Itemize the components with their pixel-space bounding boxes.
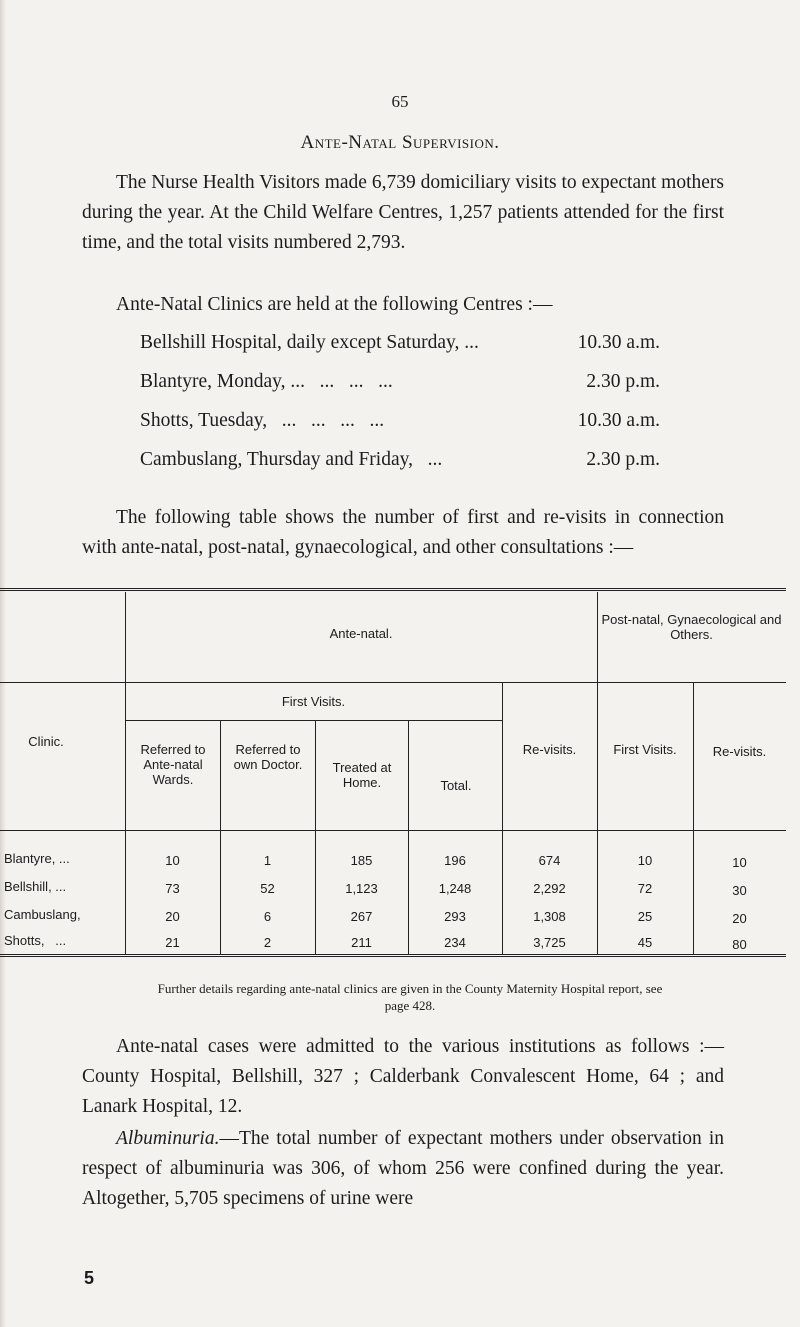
- col-header-first-visits: First Visits.: [281, 694, 346, 709]
- cell-revisits: 2,292: [533, 881, 566, 896]
- cell-revisits: 674: [538, 853, 561, 868]
- table-rule: [0, 830, 786, 831]
- clinic-place: Bellshill Hospital, daily except Saturday, ...: [140, 332, 479, 353]
- section-heading: Ante-Natal Supervision.: [300, 132, 500, 153]
- clinic-time: 2.30 p.m.: [586, 449, 660, 470]
- clinics-intro: Ante-Natal Clinics are held at the following Centres :—: [116, 294, 553, 315]
- row-clinic: Bellshill, ...: [4, 879, 67, 894]
- cell-home: 267: [350, 909, 373, 924]
- cell-pn-first: 25: [637, 909, 653, 924]
- cell-home: 211: [351, 935, 372, 950]
- row-clinic: Blantyre, ...: [4, 851, 70, 866]
- col-header-pn-first: First Visits.: [613, 742, 677, 757]
- clinic-place: Blantyre, Monday, ... ... ... ...: [140, 371, 393, 392]
- paragraph-table-intro: [82, 503, 724, 563]
- cell-pn-first: 72: [637, 881, 653, 896]
- cell-home: 185: [350, 853, 373, 868]
- cell-total: 234: [444, 935, 466, 950]
- clinic-schedule-row: [140, 449, 660, 471]
- clinic-place: Shotts, Tuesday, ... ... ... ...: [140, 410, 385, 431]
- cell-wards: 10: [165, 853, 180, 868]
- cell-revisits: 3,725: [533, 935, 566, 950]
- row-clinic: Cambuslang,: [4, 907, 81, 922]
- col-header-referred-wards: Referred to Ante-natal Wards.: [140, 742, 206, 787]
- cell-wards: 21: [165, 935, 180, 950]
- col-header-referred-doctor: Referred to own Doctor.: [233, 742, 303, 772]
- paragraph-home-visits: [82, 168, 724, 258]
- col-header-clinic: Clinic.: [28, 734, 64, 749]
- clinic-schedule-row: [140, 332, 660, 354]
- table-divider: [125, 592, 126, 954]
- table-top-rule: [0, 588, 786, 591]
- col-header-total: Total.: [440, 778, 472, 793]
- clinic-time: 2.30 p.m.: [586, 371, 660, 392]
- paragraph-admissions-text: Ante-natal cases were admitted to the various institutions as follows :—County Hospital, Bellshill, 327 ; Calderbank Convalescent Home, 64 ; and Lanark Hospital, 12.: [82, 1036, 724, 1117]
- table-footnote: Further details regarding ante-natal clinics are given in the County Maternity Hospital report, see page 428.: [157, 981, 663, 1013]
- paragraph-home-visits-text: The Nurse Health Visitors made 6,739 domiciliary visits to expectant mothers during the year. At the Child Welfare Centres, 1,257 patients attended for the first time, and the total visits numbered 2,793.: [82, 172, 724, 253]
- cell-total: 1,248: [438, 881, 472, 896]
- cell-doctor: 6: [263, 909, 272, 924]
- cell-revisits: 1,308: [533, 909, 566, 924]
- table-rule: [0, 682, 786, 683]
- clinic-time: 10.30 a.m.: [577, 332, 660, 353]
- cell-pn-first: 45: [637, 935, 653, 950]
- clinic-time: 10.30 a.m.: [577, 410, 660, 431]
- cell-doctor: 2: [263, 935, 272, 950]
- row-clinic: Shotts, ...: [4, 933, 67, 948]
- clinic-schedule-row: [140, 371, 660, 393]
- albuminuria-lead: Albuminuria.: [116, 1128, 220, 1149]
- col-header-pn-revisits: Re-visits.: [712, 744, 767, 759]
- cell-home: 1,123: [345, 881, 378, 896]
- cell-pn-first: 10: [637, 853, 653, 868]
- signature-mark: 5: [84, 1268, 95, 1288]
- paragraph-albuminuria-text: —The total number of expectant mothers under observation in respect of albuminuria was 306, of whom 256 were confined during the year. Altogether, 5,705 specimens of urine were: [82, 1128, 724, 1209]
- cell-wards: 73: [165, 881, 180, 896]
- cell-wards: 20: [165, 909, 180, 924]
- cell-pn-revisits: 20: [732, 911, 747, 926]
- table-rule: [125, 720, 502, 721]
- group-header-postnatal: Post-natal, Gynaecological and Others.: [601, 612, 782, 642]
- clinic-schedule-row: [140, 410, 660, 432]
- cell-doctor: 52: [260, 881, 275, 896]
- col-header-revisits: Re-visits.: [522, 742, 577, 757]
- paragraph-admissions: [82, 1032, 724, 1122]
- cell-doctor: 1: [263, 853, 272, 868]
- clinic-place: Cambuslang, Thursday and Friday, ...: [140, 449, 443, 470]
- col-header-treated-home: Treated at Home.: [332, 760, 392, 790]
- table-bottom-rule: [0, 954, 786, 957]
- cell-total: 196: [444, 853, 466, 868]
- paragraph-albuminuria: [82, 1124, 724, 1214]
- cell-pn-revisits: 30: [732, 883, 747, 898]
- page-number: 65: [391, 92, 409, 111]
- paragraph-table-intro-text: The following table shows the number of first and re-visits in connection with ante-natal, post-natal, gynaecological, and other consultations :—: [82, 507, 724, 558]
- visits-table: [0, 588, 800, 960]
- group-header-antenatal: Ante-natal.: [329, 626, 393, 641]
- cell-pn-revisits: 10: [732, 855, 747, 870]
- cell-pn-revisits: 80: [732, 937, 747, 952]
- cell-total: 293: [444, 909, 466, 924]
